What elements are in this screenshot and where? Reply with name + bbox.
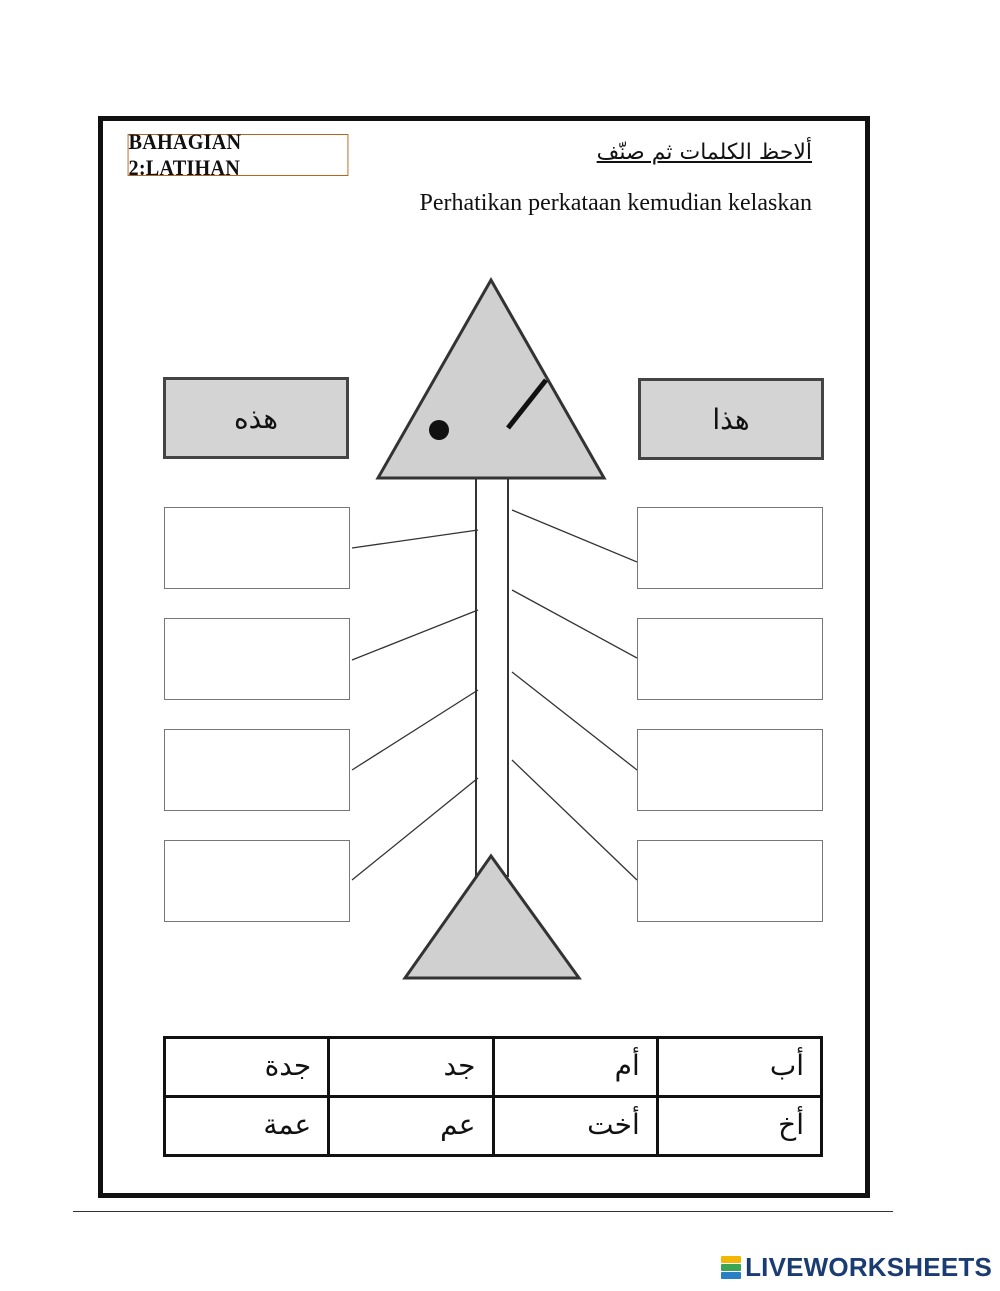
footer-divider	[73, 1211, 893, 1212]
title-arabic: ألاحظ الكلمات ثم صنّف	[596, 140, 812, 165]
word-cell[interactable]: أب	[657, 1038, 821, 1097]
word-cell[interactable]: أم	[493, 1038, 657, 1097]
category-header-right: هذا	[638, 378, 824, 460]
answer-box-left-2[interactable]	[164, 618, 350, 700]
bone-right-1	[512, 510, 637, 562]
word-cell[interactable]: جدة	[165, 1038, 329, 1097]
fish-eye-icon	[429, 420, 449, 440]
liveworksheets-icon	[721, 1256, 741, 1280]
brand-name: LIVEWORKSHEETS	[745, 1252, 992, 1282]
answer-box-right-3[interactable]	[637, 729, 823, 811]
bone-left-3	[352, 690, 478, 770]
answer-box-left-3[interactable]	[164, 729, 350, 811]
section-label: BAHAGIAN 2:LATIHAN	[128, 134, 349, 176]
fishbone-tail	[405, 856, 579, 978]
word-bank-table	[163, 1036, 823, 1157]
fishbone-spine	[476, 476, 508, 876]
answer-box-left-4[interactable]	[164, 840, 350, 922]
bone-right-3	[512, 672, 637, 770]
answer-box-right-2[interactable]	[637, 618, 823, 700]
word-cell[interactable]: عم	[329, 1097, 493, 1156]
bone-left-1	[352, 530, 478, 548]
word-bank-row	[165, 1097, 822, 1156]
word-cell[interactable]: عمة	[165, 1097, 329, 1156]
answer-box-right-4[interactable]	[637, 840, 823, 922]
fishbone-head	[378, 280, 604, 478]
title-malay: Perhatikan perkataan kemudian kelaskan	[419, 190, 812, 216]
answer-box-left-1[interactable]	[164, 507, 350, 589]
bone-right-2	[512, 590, 637, 658]
bone-left-4	[352, 778, 478, 880]
bone-left-2	[352, 610, 478, 660]
word-bank-row	[165, 1038, 822, 1097]
category-header-left: هذه	[163, 377, 349, 459]
word-cell[interactable]: أخ	[657, 1097, 821, 1156]
word-cell[interactable]: جد	[329, 1038, 493, 1097]
word-cell[interactable]: أخت	[493, 1097, 657, 1156]
brand-logo[interactable]	[721, 1252, 992, 1283]
bone-right-4	[512, 760, 637, 880]
answer-box-right-1[interactable]	[637, 507, 823, 589]
